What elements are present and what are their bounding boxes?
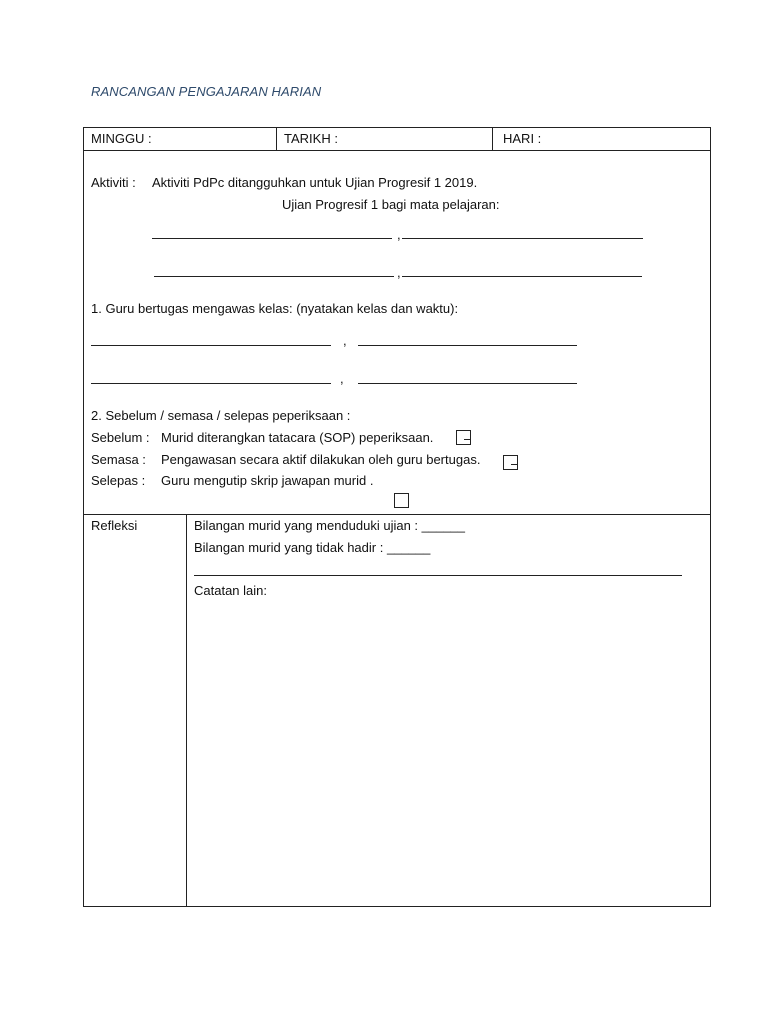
subject-blank[interactable] (152, 238, 392, 239)
section1-title: 1. Guru bertugas mengawas kelas: (nyatakan kelas dan waktu): (91, 301, 459, 316)
sebelum-label: Sebelum : (91, 430, 150, 445)
semasa-text: Pengawasan secara aktif dilakukan oleh guru bertugas. (161, 452, 481, 467)
separator-comma: , (397, 265, 401, 280)
invigilator-blank[interactable] (91, 383, 331, 384)
hari-field[interactable] (493, 128, 710, 150)
separator-comma: , (343, 333, 347, 348)
aktiviti-label: Aktiviti : (91, 175, 136, 190)
invigilator-blank[interactable] (358, 345, 577, 346)
checkbox-mark (511, 464, 517, 465)
students-absent-line: Bilangan murid yang tidak hadir : ______ (194, 540, 431, 555)
semasa-checkbox[interactable] (503, 455, 518, 470)
students-present-line: Bilangan murid yang menduduki ujian : ______ (194, 518, 466, 533)
refleksi-blank[interactable] (194, 575, 682, 576)
sebelum-text: Murid diterangkan tatacara (SOP) peperiksaan. (161, 430, 434, 445)
separator-comma: , (397, 227, 401, 242)
catatan-label: Catatan lain: (194, 583, 267, 598)
catatan-area[interactable] (194, 602, 699, 892)
minggu-label: MINGGU : (91, 131, 152, 146)
separator-comma: , (340, 371, 344, 386)
minggu-field[interactable] (84, 128, 276, 150)
invigilator-blank[interactable] (91, 345, 331, 346)
selepas-checkbox[interactable] (394, 493, 409, 508)
daily-lesson-plan-form (83, 127, 711, 907)
section2-title: 2. Sebelum / semasa / selepas peperiksaan : (91, 408, 351, 423)
header-row (84, 128, 710, 151)
invigilator-blank[interactable] (358, 383, 577, 384)
document-title: RANCANGAN PENGAJARAN HARIAN (91, 84, 322, 99)
tarikh-label: TARIKH : (284, 131, 338, 146)
sebelum-checkbox[interactable] (456, 430, 471, 445)
hari-label: HARI : (503, 131, 542, 146)
semasa-label: Semasa : (91, 452, 146, 467)
refleksi-divider (186, 515, 187, 906)
checkbox-mark (464, 439, 470, 440)
tarikh-field[interactable] (277, 128, 492, 150)
selepas-label: Selepas : (91, 473, 146, 488)
subject-blank[interactable] (402, 276, 642, 277)
aktiviti-text: Aktiviti PdPc ditangguhkan untuk Ujian Progresif 1 2019. (152, 175, 478, 190)
subject-blank[interactable] (154, 276, 394, 277)
subject-prompt: Ujian Progresif 1 bagi mata pelajaran: (282, 197, 500, 212)
subject-blank[interactable] (402, 238, 643, 239)
section-divider (84, 514, 710, 515)
selepas-text: Guru mengutip skrip jawapan murid . (161, 473, 374, 488)
refleksi-label: Refleksi (91, 518, 138, 533)
